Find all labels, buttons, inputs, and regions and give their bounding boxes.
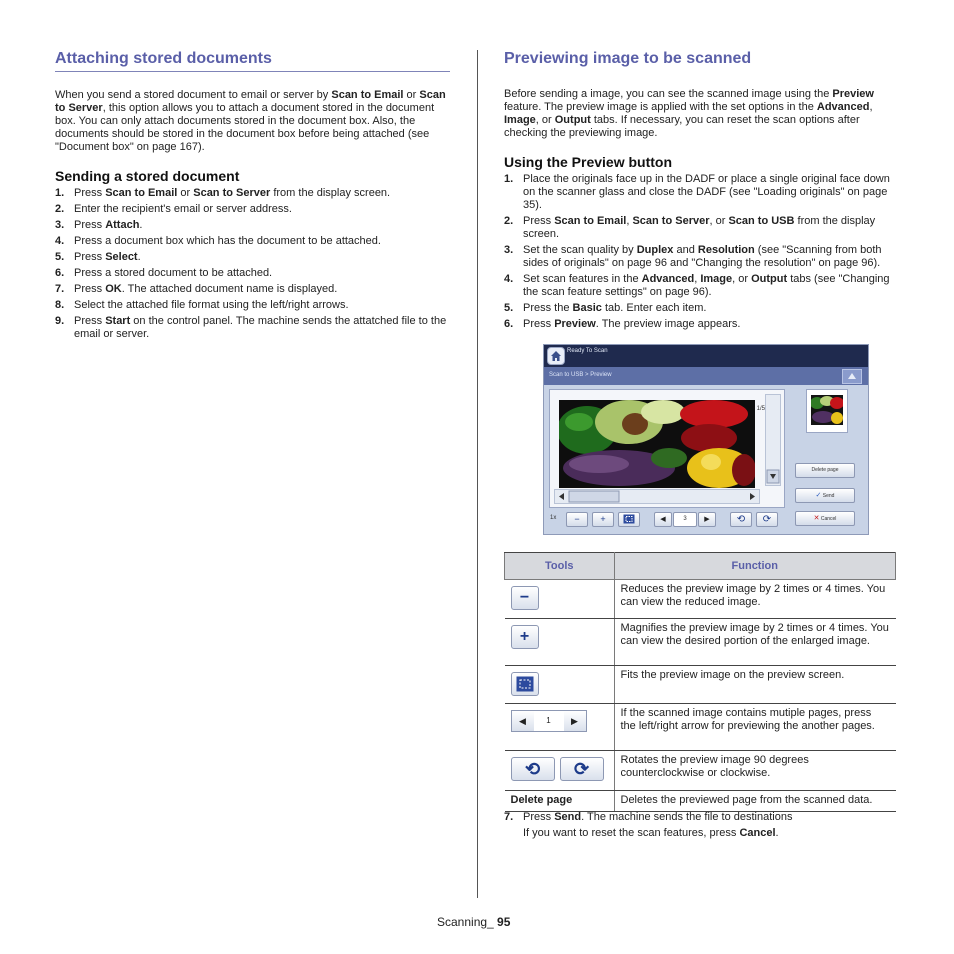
list-item — [55, 187, 450, 200]
text-run: . The preview image appears. — [595, 318, 741, 330]
zoom-out-icon: − — [511, 586, 539, 610]
bold-term: Send — [554, 811, 582, 823]
step-number: 2. — [504, 215, 514, 227]
header-function: Function — [614, 553, 896, 580]
text-run: tabs (see "Changing the scan feature settings" on page 96). — [523, 273, 890, 298]
step-number: 5. — [55, 251, 65, 263]
list-item — [55, 283, 450, 296]
vertical-scrollbar[interactable] — [765, 394, 781, 486]
send-button[interactable] — [795, 488, 855, 503]
step-7-note — [504, 827, 897, 840]
home-icon[interactable] — [547, 347, 565, 365]
section-title-attaching: Attaching stored documents — [55, 50, 450, 72]
text-run: . — [139, 219, 143, 231]
bold-term: Attach — [105, 219, 140, 231]
text-run: tabs. If necessary, you can reset the scan options after checking the previewing image. — [504, 114, 860, 139]
bold-term: Preview — [832, 88, 874, 100]
screen-status-text: Ready To Scan — [567, 348, 608, 354]
subtitle-sending: Sending a stored document — [55, 168, 240, 184]
previous-page-button[interactable]: ◀ — [654, 512, 672, 527]
text-run: , or — [732, 273, 752, 285]
bold-term: Resolution — [697, 244, 755, 256]
text-run: Press a document box which has the document to be attached. — [74, 235, 381, 247]
table-row — [505, 791, 896, 812]
bold-term: Cancel — [739, 827, 776, 839]
plus-icon: + — [600, 514, 606, 524]
bold-term: Image — [700, 273, 733, 285]
screen-breadcrumb-bar — [544, 367, 868, 385]
list-item — [55, 235, 450, 248]
list-item — [55, 299, 450, 312]
right-column — [504, 50, 897, 334]
step-number: 4. — [504, 273, 514, 285]
left-arrow-icon: ◀ — [512, 711, 534, 731]
left-column — [55, 50, 450, 344]
text-run: Press — [74, 187, 106, 199]
text-run: . The machine sends the file to destinations — [581, 811, 793, 823]
page-number: 95 — [497, 915, 511, 929]
bold-term: Preview — [554, 318, 596, 330]
text-run: Press — [74, 251, 106, 263]
zoom-level-label: 1x — [550, 515, 557, 521]
list-item — [504, 811, 897, 824]
text-run: Before sending a image, you can see the scanned image using the — [504, 88, 833, 100]
preview-screen-image — [543, 344, 869, 535]
page-number: 1 — [546, 716, 551, 725]
list-item — [504, 173, 897, 212]
step-number: 2. — [55, 203, 65, 215]
text-run: Place the originals face up in the DADF or place a single original face down on the scanner glass and close the DADF (see "Loading originals" on page 35). — [523, 173, 890, 211]
delete-page-button[interactable]: Delete page — [795, 463, 855, 478]
bold-term: Scan to Server — [632, 215, 710, 227]
text-run: or — [177, 187, 194, 199]
fit-screen-icon — [623, 514, 635, 524]
bold-term: Output — [554, 114, 591, 126]
step-number: 3. — [55, 219, 65, 231]
previewing-intro — [504, 88, 897, 140]
footer-section: Scanning_ — [437, 915, 498, 929]
bold-term: Advanced — [641, 273, 695, 285]
table-row — [505, 580, 896, 619]
function-text: Rotates the preview image 90 degrees counterclockwise or clockwise. — [614, 751, 896, 791]
screen-top-bar — [544, 345, 868, 367]
text-run: , — [869, 101, 873, 113]
text-run: feature. The preview image is applied with the set options in the — [504, 101, 817, 113]
text-run: If you want to reset the scan features, press — [523, 827, 740, 839]
bold-term: Start — [105, 315, 131, 327]
bold-term: Select — [105, 251, 138, 263]
list-item — [504, 318, 897, 331]
text-run: Press — [74, 219, 106, 231]
text-run: . — [775, 827, 779, 839]
tool-label: Delete page — [505, 791, 615, 812]
text-run: and — [673, 244, 698, 256]
text-run: , — [694, 273, 701, 285]
text-run: Press — [74, 315, 106, 327]
preview-panel — [549, 389, 785, 508]
list-item — [55, 267, 450, 280]
text-run: on the control panel. The machine sends the attatched file to the email or server. — [74, 315, 447, 340]
bold-term: Scan to Email — [105, 187, 178, 199]
page-thumbnail[interactable] — [806, 389, 848, 433]
screen-breadcrumb: Scan to USB > Preview — [549, 372, 612, 378]
list-item — [504, 302, 897, 315]
preview-steps — [504, 173, 897, 331]
text-run: , or — [535, 114, 555, 126]
text-run: Set the scan quality by — [523, 244, 637, 256]
text-run: Set scan features in the — [523, 273, 642, 285]
bold-term: Scan to USB — [728, 215, 795, 227]
text-run: Press a stored document to be attached. — [74, 267, 273, 279]
text-run: Press — [523, 215, 555, 227]
thumbnail-photo — [811, 395, 843, 425]
bold-term: Scan to Server — [193, 187, 271, 199]
text-run: from the display screen. — [523, 215, 876, 240]
step-number: 4. — [55, 235, 65, 247]
bold-term: Scan to Server — [55, 89, 446, 114]
text-run: . The attached document name is displayed. — [121, 283, 338, 295]
bold-term: Duplex — [636, 244, 674, 256]
zoom-in-button[interactable] — [592, 512, 614, 527]
page-footer — [437, 915, 510, 929]
bold-term: Advanced — [816, 101, 870, 113]
step-number: 9. — [55, 315, 65, 327]
function-text: Reduces the preview image by 2 times or 4 times. You can view the reduced image. — [614, 580, 896, 619]
step-number: 7. — [504, 811, 514, 823]
rotate-clockwise-icon: ⟳ — [560, 757, 604, 781]
bold-term: Output — [751, 273, 788, 285]
horizontal-scrollbar[interactable] — [554, 489, 760, 504]
rotate-counterclockwise-icon: ⟲ — [511, 757, 555, 781]
zoom-out-button[interactable] — [566, 512, 588, 527]
next-page-button[interactable]: ▶ — [698, 512, 716, 527]
cancel-x-icon: ✕ — [813, 515, 820, 522]
text-run: (see "Scanning from both sides of originals" on page 96 and "Changing the resolution" on page 96). — [523, 244, 882, 269]
text-run: Press — [523, 811, 555, 823]
page-navigator — [511, 710, 587, 732]
list-item — [55, 251, 450, 264]
right-arrow-icon: ▶ — [564, 711, 586, 731]
text-run: Enter the recipient's email or server address. — [74, 203, 292, 215]
bold-term: Scan to Email — [554, 215, 627, 227]
checkmark-icon: ✓ — [815, 492, 822, 499]
function-text: Magnifies the preview image by 2 times or 4 times. You can view the desired portion of the enlarged image. — [614, 619, 896, 666]
header-tools: Tools — [505, 553, 615, 580]
up-arrow-icon[interactable] — [842, 369, 862, 384]
text-run: or — [403, 89, 420, 101]
tools-table-header — [505, 553, 896, 580]
text-run: , this option allows you to attach a document stored in the document box. You can only attach documents stored in the document box. Also, the documents should be stored in the document box before being attached (see "Document box" on page 167). — [55, 102, 435, 153]
text-run: tab. Enter each item. — [601, 302, 707, 314]
section-title-previewing: Previewing image to be scanned — [504, 50, 752, 67]
cancel-button[interactable] — [795, 511, 855, 526]
function-text: Deletes the previewed page from the scanned data. — [614, 791, 896, 812]
text-run: . — [137, 251, 141, 263]
step-number: 1. — [504, 173, 514, 185]
table-row — [505, 751, 896, 791]
step-number: 7. — [55, 283, 65, 295]
list-item — [504, 273, 897, 299]
bold-term: Basic — [572, 302, 602, 314]
bold-term: Scan to Email — [331, 89, 404, 101]
step-number: 3. — [504, 244, 514, 256]
rotate-left-button[interactable]: ⟲ — [730, 512, 752, 527]
bold-term: OK — [105, 283, 122, 295]
fit-screen-icon — [511, 672, 539, 696]
tools-table — [504, 552, 896, 812]
step-number: 1. — [55, 187, 65, 199]
list-item — [504, 244, 897, 270]
step-7 — [504, 811, 897, 824]
list-item — [55, 315, 450, 341]
list-item — [55, 203, 450, 216]
column-divider — [477, 50, 478, 898]
table-row — [505, 619, 896, 666]
table-row — [505, 704, 896, 751]
attaching-intro — [55, 89, 450, 154]
minus-icon: − — [574, 514, 580, 524]
text-run: Select the attached file format using the left/right arrows. — [74, 299, 349, 311]
sending-steps — [55, 187, 450, 341]
text-run: Press the — [523, 302, 573, 314]
step-7-block — [504, 811, 897, 840]
rotate-right-button[interactable]: ⟳ — [756, 512, 778, 527]
table-row — [505, 666, 896, 704]
page-count-label: 1/5 — [756, 406, 765, 412]
step-number: 8. — [55, 299, 65, 311]
step-number: 5. — [504, 302, 514, 314]
step-number: 6. — [504, 318, 514, 330]
send-button-label: Send — [822, 493, 835, 499]
function-text: If the scanned image contains mutiple pages, press the left/right arrow for previewing the another pages. — [614, 704, 896, 751]
text-run: , — [626, 215, 633, 227]
text-run: When you send a stored document to email or server by — [55, 89, 332, 101]
zoom-in-icon: + — [511, 625, 539, 649]
subtitle-using-preview: Using the Preview button — [504, 154, 673, 170]
text-run: Press — [74, 283, 106, 295]
fit-screen-button[interactable] — [618, 512, 640, 527]
function-text: Fits the preview image on the preview screen. — [614, 666, 896, 704]
text-run: Press — [523, 318, 555, 330]
page-number-field[interactable]: 3 — [673, 512, 697, 527]
list-item — [55, 219, 450, 232]
cancel-button-label: Cancel — [820, 516, 837, 522]
bold-term: Image — [504, 114, 536, 126]
vegetables-photo — [559, 400, 755, 488]
step-number: 6. — [55, 267, 65, 279]
text-run: , or — [709, 215, 729, 227]
text-run: from the display screen. — [270, 187, 391, 199]
list-item — [504, 215, 897, 241]
